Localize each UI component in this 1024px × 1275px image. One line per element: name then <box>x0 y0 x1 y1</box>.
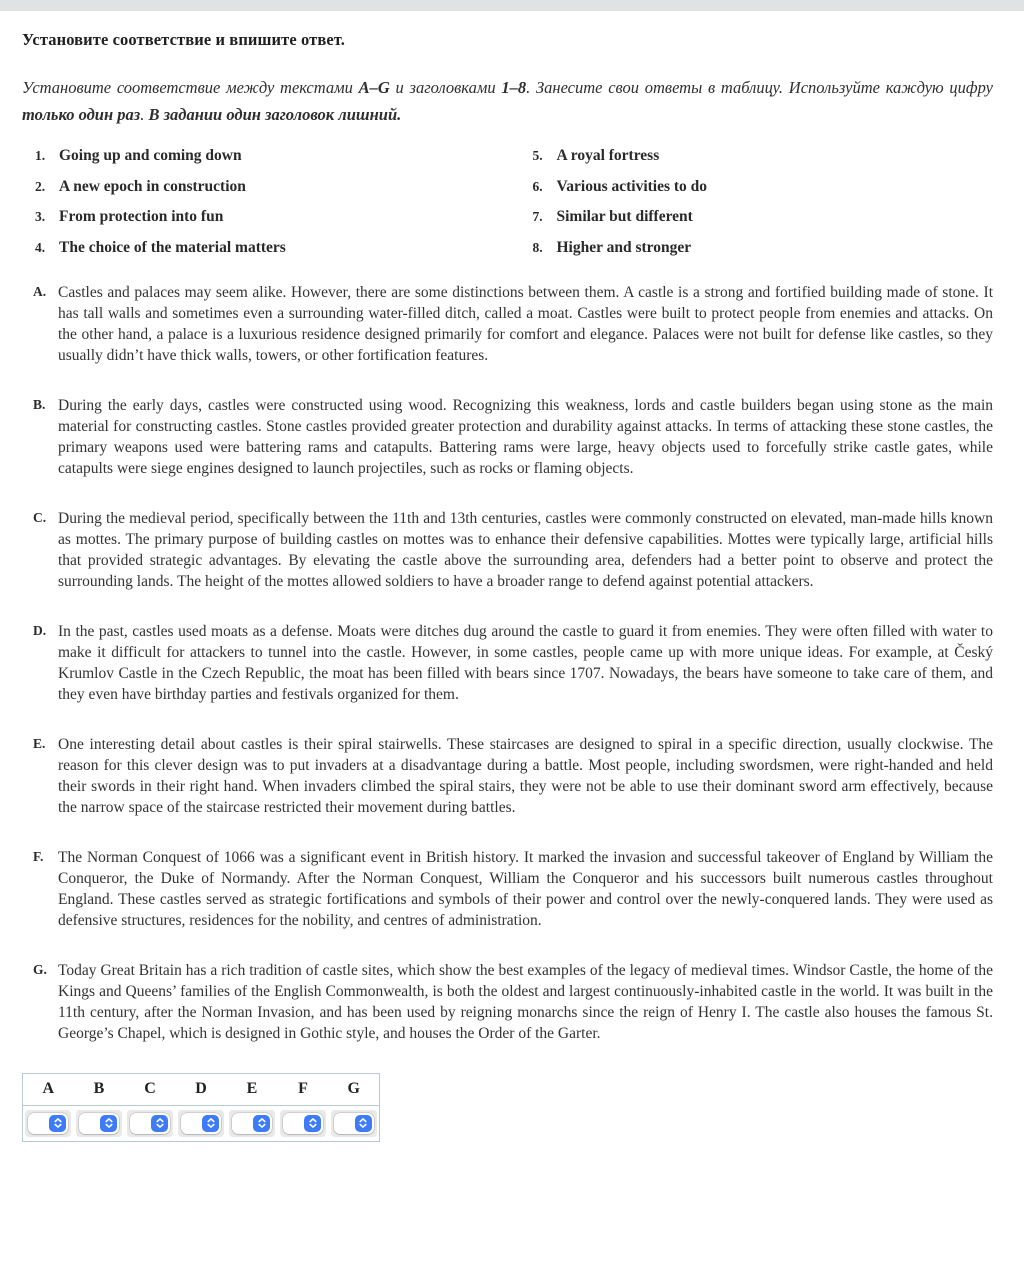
headings-list <box>22 147 993 257</box>
heading-number: 1. <box>35 148 46 163</box>
passage-letter: A. <box>33 283 47 299</box>
passage-text: The Norman Conquest of 1066 was a significant event in British history. It marked the invasion and successful takeover of England by William the Conqueror, the Duke of Normandy. After the Norman Conquest, William the Conqueror and his successors built numerous castles throughout England. These castles served as strategic fortifications and symbols of their power and control over the newly-conquered lands. They were used as defensive structures, residences for the nobility, and centres of administration. <box>58 848 993 929</box>
answer-column-header-d: D <box>176 1073 227 1105</box>
heading-label: Various activities to do <box>556 177 708 195</box>
heading-number: 4. <box>35 239 46 255</box>
up-down-stepper-icon <box>49 1115 66 1132</box>
answer-select-b[interactable] <box>76 1110 122 1137</box>
passage-text: One interesting detail about castles is their spiral stairwells. These staircases are designed to spiral in a specific direction, usually clockwise. The reason for this clever design was to put invaders at a disadvantage during a battle. Most people, including swordsmen, were right-handed and held their swords in their right hand. When invaders climbed the spiral stairs, they were not be able to use their dominant sword arm effectively, because the narrow space of the staircase restricted their movement during battles. <box>58 735 993 816</box>
passage-letter: D. <box>33 622 47 638</box>
heading-label: A new epoch in construction <box>59 177 246 195</box>
answer-select-c[interactable] <box>127 1110 173 1137</box>
answer-select-e[interactable] <box>229 1110 275 1137</box>
instruction-segment: . Занесите свои ответы в таблицу. Используйте каждую цифру <box>526 78 994 97</box>
heading-label: A royal fortress <box>556 147 660 164</box>
heading-label: Going up and coming down <box>59 147 242 164</box>
instruction-segment-bold: . <box>397 105 402 124</box>
up-down-stepper-icon <box>355 1115 372 1132</box>
passage-e <box>22 734 993 818</box>
passage-g <box>22 960 993 1044</box>
heading-item-5 <box>508 147 994 165</box>
instruction-segment: . <box>140 105 149 124</box>
task-instructions <box>22 74 993 128</box>
heading-label: Similar but different <box>556 208 693 225</box>
answer-column-header-a: A <box>23 1073 74 1105</box>
page-content <box>0 30 1024 1182</box>
top-bar <box>0 0 1024 11</box>
heading-item-3 <box>22 208 508 226</box>
passage-text: Castles and palaces may seem alike. However, there are some distinctions between them. A castle is a strong and fortified building made of stone. It has tall walls and sometimes even a surrounding water-filled ditch, called a moat. Castles were built to protect people from enemies and attacks. On the other hand, a palace is a luxurious residence designed primarily for comfort and elegance. Palaces were not built for defense like castles, so they usually didn’t have thick walls, towers, or other fortification features. <box>58 283 993 364</box>
instruction-segment-bold: A–G <box>358 78 390 97</box>
answer-column-header-e: E <box>227 1073 278 1105</box>
instruction-segment-bold: только один раз <box>22 105 141 124</box>
text-passages <box>22 282 993 1044</box>
passage-letter: C. <box>33 509 47 525</box>
instruction-segment: и заголовками <box>389 78 502 97</box>
passage-text: During the medieval period, specifically between the 11th and 13th centuries, castles were commonly constructed on elevated, man-made hills known as mottes. The primary purpose of building castles on mottes was to enhance their defensive capabilities. Mottes were typically large, artificial hills that provided strategic advantages. By elevating the castle above the surrounding area, defenders had a better point to observe and protect the surrounding lands. The height of the mottes allowed soldiers to have a broader range to defend against potential attackers. <box>58 509 993 590</box>
heading-label: From protection into fun <box>59 208 224 225</box>
heading-number: 3. <box>35 209 46 224</box>
answer-select-g[interactable] <box>331 1110 377 1137</box>
heading-item-1 <box>22 147 508 165</box>
answer-column-header-c: C <box>125 1073 176 1105</box>
heading-item-2 <box>22 178 508 196</box>
passage-d <box>22 621 993 705</box>
passage-letter: G. <box>33 961 47 977</box>
answer-table-header-row <box>23 1073 380 1105</box>
up-down-stepper-icon <box>151 1115 168 1132</box>
heading-item-7 <box>508 208 994 226</box>
passage-b <box>22 395 993 479</box>
answer-select-d[interactable] <box>178 1110 224 1137</box>
heading-number: 5. <box>532 148 543 163</box>
answer-column-header-b: B <box>74 1073 125 1105</box>
answer-column-header-f: F <box>278 1073 329 1105</box>
passage-letter: F. <box>33 848 44 864</box>
headings-column-left <box>22 147 508 257</box>
instruction-segment-bold: 1–8 <box>501 78 527 97</box>
heading-item-4 <box>22 239 508 257</box>
passage-letter: E. <box>33 735 46 751</box>
heading-label: Higher and stronger <box>556 238 692 256</box>
heading-item-8 <box>508 239 994 257</box>
heading-number: 2. <box>35 178 46 194</box>
answer-table <box>22 1073 380 1142</box>
headings-column-right <box>508 147 994 257</box>
page-title: Установите соответствие и впишите ответ. <box>22 30 345 49</box>
heading-number: 8. <box>532 239 543 255</box>
heading-item-6 <box>508 178 994 196</box>
up-down-stepper-icon <box>100 1115 117 1132</box>
answer-select-f[interactable] <box>280 1110 326 1137</box>
up-down-stepper-icon <box>202 1115 219 1132</box>
answer-column-header-g: G <box>329 1073 380 1105</box>
instruction-segment-bold: В задании один заголовок лишний <box>148 105 398 124</box>
passage-text: Today Great Britain has a rich tradition of castle sites, which show the best examples of the legacy of medieval times. Windsor Castle, the home of the Kings and Queens’ families of the English Commonwealth, is both the oldest and largest continuously-inhabited castle in the world. It was built in the 11th century, after the Norman Invasion, and has been used by reigning monarchs since the reign of Henry I. The castle also houses the famous St. George’s Chapel, which is designed in Gothic style, and houses the Order of the Garter. <box>58 961 993 1042</box>
heading-number: 6. <box>532 178 543 194</box>
up-down-stepper-icon <box>304 1115 321 1132</box>
passage-text: During the early days, castles were constructed using wood. Recognizing this weakness, lords and castle builders began using stone as the main material for constructing castles. Stone castles provided greater protection and durability against attacks. In terms of attacking these stone castles, the primary weapons used were battering rams and catapults. Battering rams were large, heavy objects used to forcefully strike castle gates, while catapults were siege engines designed to launch projectiles, such as rocks or flaming objects. <box>58 396 993 477</box>
up-down-stepper-icon <box>253 1115 270 1132</box>
answer-table-select-row <box>23 1105 380 1141</box>
heading-label: The choice of the material matters <box>59 238 286 256</box>
answer-select-a[interactable] <box>25 1110 71 1137</box>
passage-text: In the past, castles used moats as a defense. Moats were ditches dug around the castle to guard it from enemies. They were often filled with water to make it difficult for attackers to tunnel into the castle. However, in some castles, people came up with more unique ideas. For example, at Český Krumlov Castle in the Czech Republic, the moat has been filled with bears since 1707. Nowadays, the bears have someone to take care of them, and they even have birthday parties and festivals organized for them. <box>58 622 993 703</box>
instruction-segment: Установите соответствие между текстами <box>22 78 359 97</box>
heading-number: 7. <box>532 209 543 224</box>
passage-f <box>22 847 993 931</box>
passage-letter: B. <box>33 396 46 412</box>
passage-c <box>22 508 993 592</box>
passage-a <box>22 282 993 366</box>
